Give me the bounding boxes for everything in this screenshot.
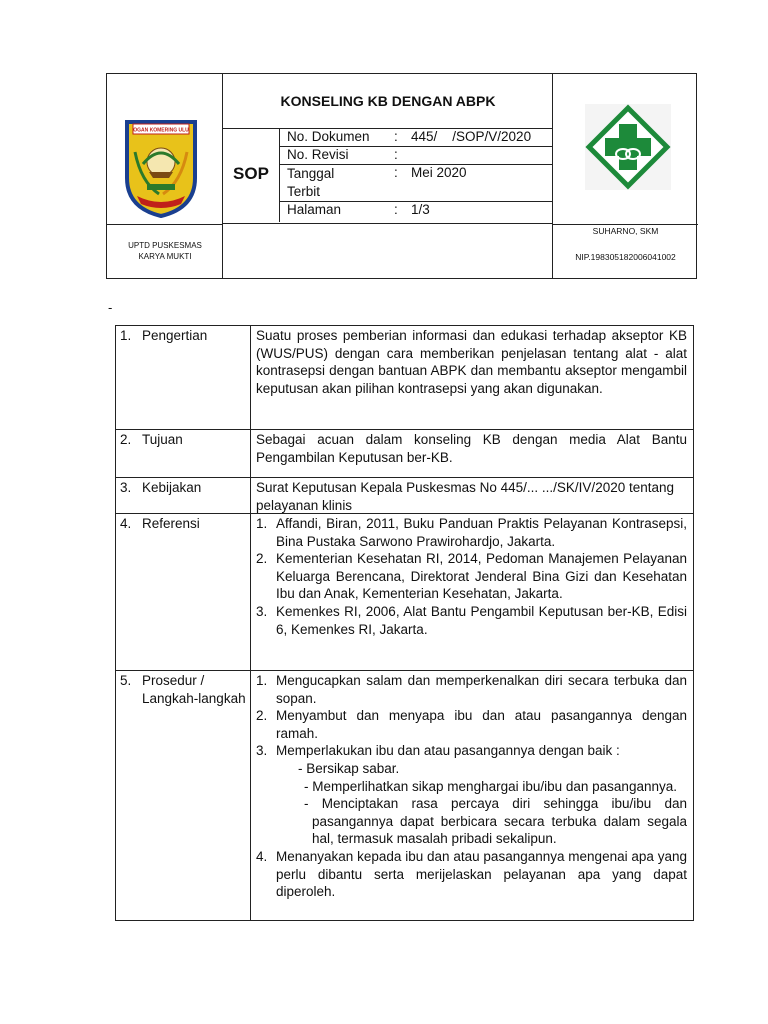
reference-item: [256, 603, 687, 638]
step-text: Mengucapkan salam dan memperkenalkan diri secara terbuka dan sopan.: [276, 673, 687, 706]
reference-text: Kementerian Kesehatan RI, 2014, Pedoman Manajemen Pelayanan Keluarga Berencana, Direktorat Jenderal Bina Gizi dan Kesehatan Ibu dan Anak, Kementerian Kesehatan, Jakarta.: [276, 551, 687, 602]
reference-text: Affandi, Biran, 2011, Buku Panduan Praktis Pelayanan Kontrasepsi, Bina Pustaka Sarwono Prawirohardjo, Jakarta.: [276, 516, 687, 549]
section-number: 4.: [120, 516, 132, 531]
meta-colon: :: [394, 202, 398, 217]
procedure-sub-item: - Bersikap sabar.: [298, 760, 400, 776]
reference-item: [256, 550, 687, 603]
section-label: Tujuan: [142, 432, 183, 447]
procedure-step: [256, 742, 687, 848]
regional-emblem-icon: [119, 112, 203, 220]
section-text: Sebagai acuan dalam konseling KB dengan media Alat Bantu Pengambilan Keputusan ber-KB.: [256, 432, 687, 465]
column-divider: [250, 326, 251, 920]
step-text: Menyambut dan menyapa ibu dan atau pasangannya dengan ramah.: [276, 708, 687, 741]
unit-name-line1: UPTD PUSKESMAS: [128, 241, 202, 250]
section-label: Kebijakan: [142, 480, 202, 495]
section-number: 5.: [120, 673, 132, 688]
step-text: Memperlakukan ibu dan atau pasangannya dengan baik :: [276, 743, 620, 759]
reference-item: [256, 515, 687, 550]
meta-label: No. Dokumen: [287, 129, 370, 144]
emblem-banner-text: OGAN KOMERING ULU: [133, 127, 189, 134]
sop-content-table: [115, 325, 694, 921]
meta-label: No. Revisi: [287, 147, 349, 162]
step-number: 2.: [256, 708, 268, 724]
step-number: 4.: [256, 848, 268, 864]
section-label: Referensi: [142, 516, 200, 531]
procedure-list: [256, 672, 687, 901]
reference-list: [256, 515, 687, 638]
header-divider: [552, 224, 698, 225]
row-divider: [116, 477, 693, 478]
header-divider: [222, 223, 552, 224]
sop-header-table: [106, 73, 697, 279]
procedure-sub-item: - Memperlihatkan sikap menghargai ibu/ibu dan pasangannya.: [304, 778, 677, 794]
step-number: 1.: [256, 673, 268, 688]
meta-label: Tanggal Terbit: [287, 166, 335, 199]
meta-value: 445/ /SOP/V/2020: [411, 129, 532, 144]
procedure-step: [256, 672, 687, 707]
section-number: 3.: [120, 480, 132, 495]
unit-name-line2: KARYA MUKTI: [138, 252, 192, 261]
procedure-sub-item: - Menciptakan rasa percaya diri sehingga ibu/ibu dan pasangannya dapat berbicara secara terbuka dalam segala hal, termasuk masalah pribadi sekalipun.: [304, 796, 687, 847]
meta-colon: :: [394, 129, 398, 144]
meta-colon: :: [394, 165, 398, 180]
section-text: Surat Keputusan Kepala Puskesmas No 445/... .../SK/IV/2020 tentang pelayanan klinis: [256, 480, 675, 513]
step-text: Menanyakan kepada ibu dan atau pasangannya mengenai apa yang perlu dibantu serta merijelaskan pelayanan apa yang dapat diperoleh.: [276, 848, 687, 900]
header-divider: [107, 224, 223, 225]
meta-label: Halaman: [287, 202, 342, 217]
section-text: Suatu proses pemberian informasi dan edukasi terhadap akseptor KB (WUS/PUS) dengan cara memberikan penjelasan tentang alat - alat kontrasepsi dengan bantuan ABPK dan membantu akseptor mengambil keputusan akan pilihan kontrasepsi yang akan digunakan.: [256, 328, 687, 396]
section-number: 2.: [120, 432, 132, 447]
section-label: Pengertian: [142, 328, 208, 343]
section-number: 1.: [120, 328, 132, 343]
reference-number: 2.: [256, 551, 268, 567]
unit-name: [107, 240, 223, 262]
meta-value: Mei 2020: [411, 165, 467, 180]
reference-text: Kemenkes RI, 2006, Alat Bantu Pengambil Keputusan ber-KB, Edisi 6, Kemenkes RI, Jakarta.: [276, 603, 687, 637]
sop-label: SOP: [233, 164, 269, 183]
procedure-step: [256, 848, 687, 901]
step-number: 3.: [256, 743, 268, 759]
meta-value: 1/3: [411, 202, 430, 217]
reference-number: 1.: [256, 516, 268, 531]
signer-name: SUHARNO, SKM: [592, 226, 659, 236]
section-label: Prosedur / Langkah-langkah: [142, 673, 246, 706]
meta-colon: :: [394, 147, 398, 162]
procedure-step: [256, 707, 687, 742]
row-divider: [116, 670, 693, 671]
puskesmas-cross-logo-icon: [585, 104, 671, 190]
reference-number: 3.: [256, 603, 268, 619]
signer-nip: NIP.198305182006041002: [575, 252, 676, 262]
separator-dash: -: [108, 300, 113, 315]
row-divider: [116, 429, 693, 430]
document-title: KONSELING KB DENGAN ABPK: [280, 93, 496, 109]
header-divider: [279, 128, 280, 222]
